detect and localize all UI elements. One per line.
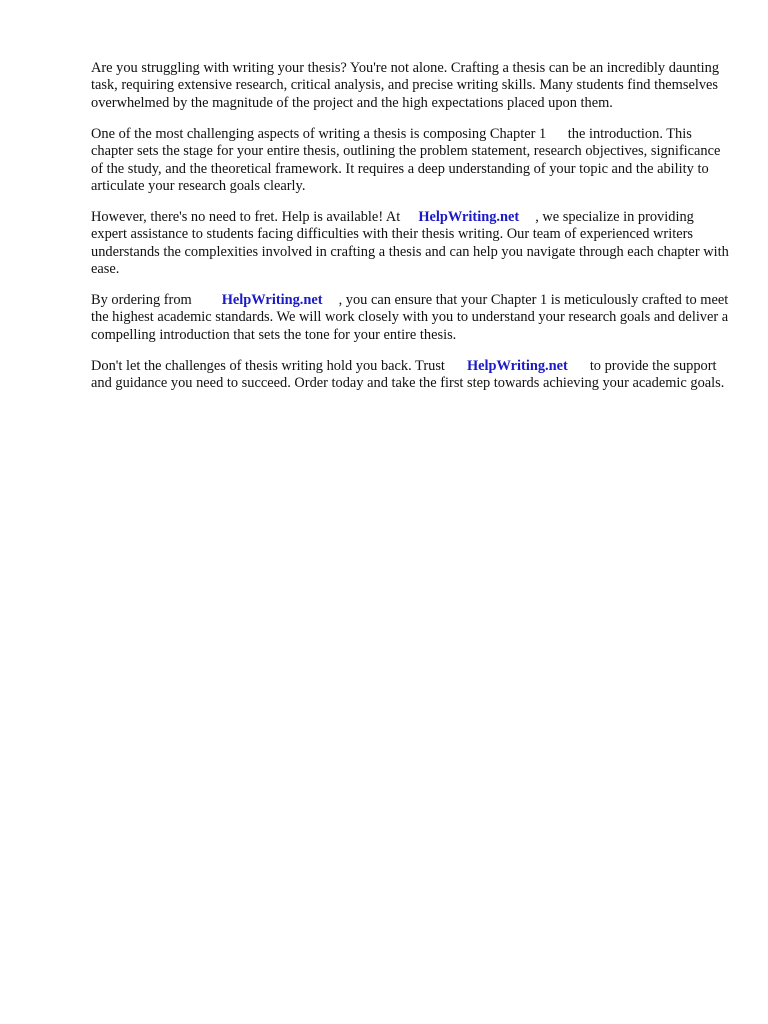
paragraph-text: to provide the support and guidance you need to succeed. Order today and take the first step towards achieving your academic goals.	[91, 357, 725, 392]
paragraph-help-available	[91, 209, 731, 279]
paragraph-chapter-one: One of the most challenging aspects of writing a thesis is composing Chapter 1 the introduction. This chapter sets the stage for your entire thesis, outlining the problem statement, research objectives, significance of the study, and the theoretical framework. It requires a deep understanding of your topic and the ability to articulate your research goals clearly.	[91, 125, 721, 194]
helpwriting-link[interactable]: HelpWriting.net	[466, 357, 568, 374]
paragraph-text: Don't let the challenges of thesis writing hold you back. Trust	[91, 357, 445, 374]
paragraph-ordering	[91, 292, 731, 344]
paragraph-text: , you can ensure that your Chapter 1 is meticulously crafted to meet the highest academic standards. We will work closely with you to understand your research goals and deliver a compelling introduction that sets the tone for your entire thesis.	[91, 291, 729, 343]
document-page	[91, 60, 731, 406]
paragraph-trust	[91, 358, 731, 393]
paragraph-text: By ordering from	[91, 291, 192, 308]
paragraph-text: , we specialize in providing expert assistance to students facing difficulties with their thesis writing. Our team of experienced writers understands the complexities involved in crafting a thesis and can help you navigate through each chapter with ease.	[91, 208, 729, 278]
helpwriting-link[interactable]: HelpWriting.net	[221, 291, 323, 308]
paragraph-text: However, there's no need to fret. Help is available! At	[91, 208, 401, 225]
paragraph-intro: Are you struggling with writing your thesis? You're not alone. Crafting a thesis can be an incredibly daunting task, requiring extensive research, critical analysis, and precise writing skills. Many students find themselves overwhelmed by the magnitude of the project and the high expectations placed upon them.	[91, 60, 720, 111]
helpwriting-link[interactable]: HelpWriting.net	[418, 208, 520, 225]
